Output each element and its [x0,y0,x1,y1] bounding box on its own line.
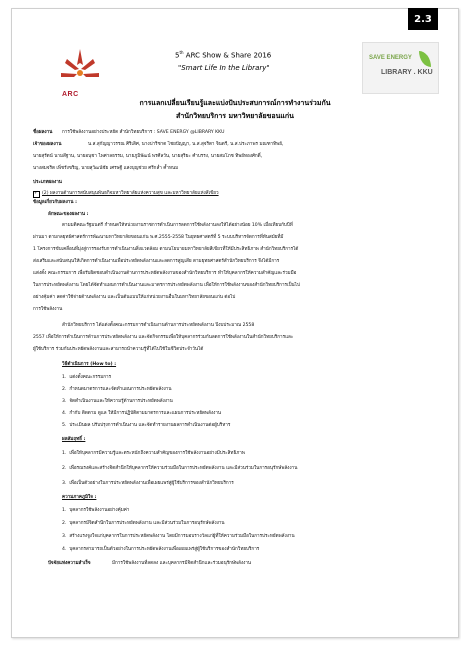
section-label: ข้อมูลเกี่ยวกับผลงาน : [33,200,77,205]
factor-value: มีการใช้พลังงานที่ลดลง และบุคลากรมีจิตสำนึกและร่วมอนุรักษ์พลังงาน [112,561,252,566]
result-text: เพื่อเป็นตัวอย่างในการประหยัดพลังงานเพื่อเผยแพร่สู่ผู้ใช้บริการของสำนักวิทยบริการ [69,481,234,486]
result-item: 1. เพื่อให้บุคลากรมีความรู้และตระหนักถึงความสำคัญของการใช้พลังงานอย่างมีประสิทธิภาพ [62,451,245,456]
method-label: วิธีดำเนินการ (How to) : [62,362,117,367]
result-text: เพื่อรณรงค์และสร้างจิตสำนึกให้บุคลากรให้ความร่วมมือในการประหยัดพลังงาน และมีส่วนร่วมในการอนุรักษ์พลังงาน [69,466,298,471]
method-text: แต่งตั้งคณะกรรมการ [69,375,112,380]
page-number-badge: 2.3 [408,8,438,30]
leaf-icon [419,51,431,67]
knowledge-label: ความภาคภูมิใจ : [62,495,97,500]
owner-label: เจ้าของผลงาน [33,142,62,147]
para1-line: 1 โครงการขับเคลื่อนที่มุ่งสู่การรองรับการดำเนินงานสิ่งแวดล้อม ตามนโยบายมหาวิทยาลัยสีเขียวที่ให้มีประสิทธิภาพ สำนักวิทยบริการได้ [33,247,299,252]
logo-line-2: LIBRARY . KKU [381,69,433,76]
sub-label: ลักษณะของผลงาน : [48,212,89,217]
method-item: 2. กำหนดมาตรการและจัดทำแผนการประหยัดพลังงาน [62,387,172,392]
owner-line-2: นายสุรัตน์ นามสีฐาน, นายอนุชา ไพศาลธรรม, นายภูมิพัฒน์ พรศีลวัน, นายสุริยะ คำบรรง, นายสมโภช ทิพย์ทองศักดิ์, [33,154,263,159]
type-value: (2) ผลงานด้านการสนับสนุนพันธกิจมหาวิทยาลัยแห่งความสุข และมหาวิทยาลัยแห่งสีเขียว [42,191,219,196]
owner-line-1: น.ส.สุกัญญาวรรณ ศิริเสิศ, นางปาริชาต ไชยปัญญา, น.ส.สุจริตา จินตรี, น.ส.ประภาพร มณฑาทิพย์, [88,142,284,147]
para2-line: ผู้ใช้บริการ ร่วมกันประหยัดพลังงานและสามารถนำความรู้ที่ได้ไปใช้ในชีวิตประจำวันได้ [33,347,204,352]
knowledge-text: บุคลากรสามารถเป็นตัวอย่างในการประหยัดพลังงานเพื่อเผยแพร่สู่ผู้ใช้บริการของสำนักวิทยบริการ [69,547,260,552]
para1-line: แต่งตั้ง คณะกรรมการ เพื่อรับผิดชอบดำเนินงานด้านการประหยัดพลังงานของสำนักวิทยบริการ ทำให้บุคลากรให้ความสำคัญและร่วมมือ [33,271,297,276]
knowledge-text: บุคลากรใช้พลังงานอย่างคุ้มค่า [69,508,130,513]
para1-line: ตามมติคณะรัฐมนตรี กำหนดให้หน่วยงานราชการดำเนินการลดการใช้พลังงานลงให้ได้อย่างน้อย 10% เมื่อเทียบกับปีที่ [62,223,293,228]
para1-line: อย่างคุ้มค่า ลดค่าใช้จ่ายด้านพลังงาน และเป็นต้นแบบให้แก่หน่วยงานอื่นในมหาวิทยาลัยขอนแก่น ต่อไป [33,295,236,300]
knowledge-text: สร้างแรงจูงใจแก่บุคลากรในการประหยัดพลังงาน โดยมีการมอบรางวัลแก่ผู้ที่ให้ความร่วมมือในการประหยัดพลังงาน [69,534,295,539]
result-text: เพื่อให้บุคลากรมีความรู้และตระหนักถึงความสำคัญของการใช้พลังงานอย่างมีประสิทธิภาพ [69,451,245,456]
event-slogan: "Smart Life In the Library" [178,64,270,72]
para2-line: 2557 เพื่อให้การดำเนินการด้านการประหยัดพลังงาน และจัดกิจกรรมเพื่อให้บุคลากรร่วมกันลดการใช้พลังงานในสำนักวิทยบริการและ [33,335,294,340]
type-label: ประเภทผลงาน [33,180,62,185]
result-label: ผลสัมฤทธิ์ : [62,437,86,442]
para1-line: ผ่านมา ตามกลยุทธ์ศาสตร์การพัฒนามหาวิทยาลัยขอนแก่น พ.ศ.2555-2558 ในยุทธศาสตร์ที่ 5 ระบบบริหารจัดการที่ทันสมัยที่มี [33,235,284,240]
knowledge-item: 2. บุคลากรมีจิตสำนึกในการประหยัดพลังงาน และมีส่วนร่วมในการอนุรักษ์พลังงาน [62,521,225,526]
event-suffix: th [179,50,184,55]
para1-line: ส่งเสริมและสนับสนุนให้เกิดการดำเนินงานเพื่อประหยัดพลังงานและลดการสูญเสีย ตามยุทธศาสตร์สำนักวิทยบริการ จึงได้มีการ [33,259,280,264]
factor-label: ปัจจัยแห่งความสำเร็จ [48,561,91,566]
para2-line: สำนักวิทยบริการ ได้แต่งตั้งคณะกรรมการดำเนินงานด้านการประหยัดพลังงาน ปีงบประมาณ 2558 [62,323,255,328]
event-title [175,50,271,59]
type-checkbox [33,191,40,198]
event-number: 5 [175,51,180,60]
doc-title-line-1: การแลกเปลี่ยนเรียนรู้และแบ่งปันประสบการณ์การทำงานร่วมกัน [139,99,331,107]
result-item: 2. เพื่อรณรงค์และสร้างจิตสำนึกให้บุคลากรให้ความร่วมมือในการประหยัดพลังงาน และมีส่วนร่วมในการอนุรักษ์พลังงาน [62,466,298,471]
knowledge-item: 3. สร้างแรงจูงใจแก่บุคลากรในการประหยัดพลังงาน โดยมีการมอบรางวัลแก่ผู้ที่ให้ความร่วมมือในการประหยัดพลังงาน [62,534,295,539]
doc-title-line-2: สำนักวิทยบริการ มหาวิทยาลัยขอนแก่น [176,112,294,120]
method-item: 3. จัดดำเนินงานและให้ความรู้ด้านการประหยัดพลังงาน [62,399,173,404]
method-text: จัดดำเนินงานและให้ความรู้ด้านการประหยัดพลังงาน [69,399,173,404]
logo-line-1: SAVE ENERGY [369,55,412,61]
method-item: 5. ประเมินผล ปรับปรุงการดำเนินงาน และจัดทำรายงานผลการดำเนินงานต่อผู้บริหาร [62,423,231,428]
knowledge-item: 4. บุคลากรสามารถเป็นตัวอย่างในการประหยัดพลังงานเพื่อเผยแพร่สู่ผู้ใช้บริการของสำนักวิทยบริการ [62,547,260,552]
logo-text: ARC [62,91,79,98]
para1-line: การใช้พลังงาน [33,307,63,312]
result-item: 3. เพื่อเป็นตัวอย่างในการประหยัดพลังงานเพื่อเผยแพร่สู่ผู้ใช้บริการของสำนักวิทยบริการ [62,481,234,486]
method-text: ประเมินผล ปรับปรุงการดำเนินงาน และจัดทำรายงานผลการดำเนินงานต่อผู้บริหาร [69,423,231,428]
method-item: 1. แต่งตั้งคณะกรรมการ [62,375,112,380]
owner-line-3: นางสมจริต เพิ่ชรังขริญ, นายสุวัฒน์ชัย เศรษฐี แสงบุญช่วย ศรีกล่ำ ค้ำหนม [33,166,179,171]
project-value: การใช้พลังงานอย่างประหยัด สำนักวิทยบริการ : SAVE ENERGY @LIBRARY KKU [62,130,225,135]
method-text: กำหนดมาตรการและจัดทำแผนการประหยัดพลังงาน [69,387,172,392]
project-label: ชื่อผลงาน [33,130,53,135]
save-energy-logo [362,42,439,94]
para1-line: ในการประหยัดพลังงาน โดยได้จัดทำแผนการดำเนินงานและมาตรการประหยัดพลังงาน เพื่อให้การใช้พลังงานของสำนักวิทยบริการเป็นไป [33,283,300,288]
event-name: ARC Show & Share 2016 [183,51,272,60]
method-item: 4. กำกับ ติดตาม ดูแล ให้มีการปฏิบัติตามมาตรการและแผนการประหยัดพลังงาน [62,411,222,416]
knowledge-text: บุคลากรมีจิตสำนึกในการประหยัดพลังงาน และมีส่วนร่วมในการอนุรักษ์พลังงาน [69,521,225,526]
knowledge-item: 1. บุคลากรใช้พลังงานอย่างคุ้มค่า [62,508,130,513]
method-text: กำกับ ติดตาม ดูแล ให้มีการปฏิบัติตามมาตรการและแผนการประหยัดพลังงาน [69,411,222,416]
